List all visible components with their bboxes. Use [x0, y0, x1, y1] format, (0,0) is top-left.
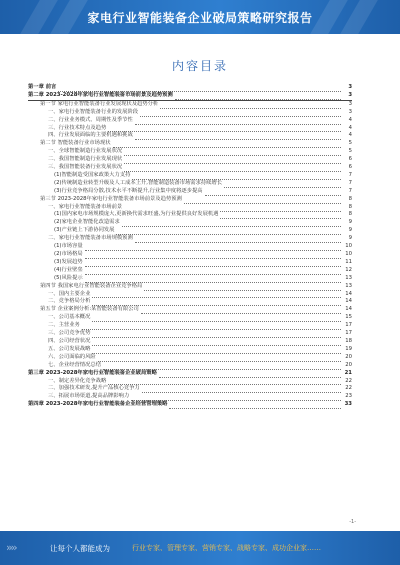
- toc-entry-page: 5: [348, 148, 352, 155]
- report-header: [0, 0, 400, 34]
- toc-entry[interactable]: [28, 283, 352, 291]
- toc-entry[interactable]: [28, 401, 352, 409]
- toc-entry-label: 一、全球智能制造行业发展状况: [28, 148, 123, 156]
- toc-entry-label: 三、公司竞争优势: [28, 330, 91, 338]
- toc-entry-label: 三、拓展市场渠道,提高品牌影响力: [28, 393, 130, 401]
- toc-entry-label: 三、行业技术特点及趋势: [28, 125, 107, 133]
- toc-entry-page: 7: [348, 171, 352, 178]
- toc-entry-label: (2)传统制造业转型升级及人工成本上升,智能制造装备市场需求持续增长: [28, 180, 223, 188]
- toc-entry-label: 二、行业业务模式、周期性及季节性: [28, 117, 134, 125]
- toc-entry-page: 20: [345, 361, 352, 368]
- toc-entry[interactable]: [28, 267, 352, 275]
- toc-entry-label: (3)产业链上下游协同发展: [28, 227, 115, 235]
- toc-entry-label: 一、国内主要企业: [28, 291, 91, 299]
- footer-roles: 行业专家、管理专家、营销专家、战略专家、成功企业家……: [132, 544, 321, 552]
- toc-entry-page: 9: [348, 227, 352, 234]
- toc-entry-page: 13: [345, 282, 352, 289]
- toc-entry[interactable]: [28, 164, 352, 172]
- toc-entry-label: 四、公司经营状况: [28, 338, 91, 346]
- toc-entry-page: 18: [345, 337, 352, 344]
- toc-entry-label: 四、行业发展面临的主要机遇和挑战: [28, 132, 134, 140]
- toc-entry-label: 六、公司面临的风险: [28, 354, 97, 362]
- toc-entry-label: 二、家电行业智能装备市场规模预测: [28, 235, 134, 243]
- toc-entry-page: 21: [344, 369, 352, 376]
- dot-leader: [175, 93, 341, 100]
- toc-entry-label: 第一章 前言: [28, 83, 57, 90]
- toc-entry-page: 17: [345, 330, 352, 337]
- toc-entry-page: 8: [348, 203, 352, 210]
- toc-entry[interactable]: [28, 259, 352, 267]
- toc-entry-page: 10: [345, 243, 352, 250]
- dot-leader: [169, 403, 341, 410]
- report-title: 家电行业智能装备企业破局策略研究报告: [87, 11, 313, 25]
- toc-entry-label: 第四节 我国家电行业智能装备企业竞争格局: [28, 283, 143, 291]
- toc-entry-page: 17: [345, 322, 352, 329]
- toc-entry-page: 11: [345, 258, 352, 265]
- toc-entry-label: (4)行业壁垒: [28, 267, 84, 275]
- toc-entry[interactable]: [28, 354, 352, 362]
- toc-entry-label: 第五节 企业案例分析:某智能装备有限公司: [28, 306, 140, 314]
- chevron-decoration-icon: ››››: [6, 541, 16, 554]
- toc-entry[interactable]: [28, 92, 352, 101]
- toc-entry-page: 9: [348, 219, 352, 226]
- toc-entry[interactable]: [28, 172, 352, 180]
- toc-entry-page: 23: [345, 393, 352, 400]
- toc-entry-label: (1)市场容量: [28, 243, 84, 251]
- toc-entry-label: 第三节 2023-2028年家电行业智能装备市场前景及趋势预测: [28, 196, 183, 204]
- toc-entry-page: 22: [345, 385, 352, 392]
- toc-entry-page: 22: [345, 377, 352, 384]
- toc-entry-page: 12: [345, 266, 352, 273]
- toc-entry-label: 一、家电行业智能装备行业的发展阶段: [28, 109, 139, 117]
- toc-entry-label: (3)行业竞争格局分散,技术水平不断提升,行业集中度将逐步提高: [28, 188, 204, 196]
- toc-entry-page: 6: [348, 156, 352, 163]
- toc-entry[interactable]: [28, 101, 352, 109]
- toc-entry-page: 3: [348, 83, 352, 90]
- toc-entry[interactable]: [28, 180, 352, 188]
- toc-entry-label: 一、家电行业智能装备市场前景: [28, 204, 123, 212]
- toc-entry-page: 8: [348, 195, 352, 202]
- toc-entry-page: 15: [345, 314, 352, 321]
- toc-entry-label: (2)家电企业智能化改造需求: [28, 219, 121, 227]
- toc-entry[interactable]: [28, 370, 352, 378]
- toc-entry-label: 一、公司基本概况: [28, 314, 91, 322]
- toc-entry-page: 14: [345, 298, 352, 305]
- toc-entry-label: (3)发展趋势: [28, 259, 84, 267]
- toc-entry[interactable]: [28, 148, 352, 156]
- toc-entry[interactable]: [28, 346, 352, 354]
- toc-entry[interactable]: [28, 109, 352, 117]
- toc-entry[interactable]: [28, 243, 352, 251]
- toc-entry-page: 7: [348, 187, 352, 194]
- toc-entry-page: 33: [344, 401, 352, 408]
- toc-entry[interactable]: [28, 196, 352, 204]
- toc-entry-page: 6: [348, 164, 352, 171]
- table-of-contents: [28, 84, 352, 409]
- footer-slogan: 让每个人都能成为: [50, 544, 110, 553]
- toc-entry-label: (5)风险提示: [28, 275, 84, 283]
- toc-entry-page: 9: [348, 235, 352, 242]
- toc-entry-label: 二、我国智能制造行业发展现状: [28, 156, 123, 164]
- toc-entry-label: 二、主营业务: [28, 322, 81, 330]
- toc-entry-page: 3: [348, 91, 352, 98]
- toc-entry[interactable]: [28, 338, 352, 346]
- toc-entry[interactable]: [28, 251, 352, 259]
- toc-entry-page: 20: [345, 353, 352, 360]
- toc-entry[interactable]: [28, 117, 352, 125]
- toc-entry[interactable]: [28, 156, 352, 164]
- toc-entry-label: 三、我国智能装备行业发展状况: [28, 164, 123, 172]
- toc-entry[interactable]: [28, 322, 352, 330]
- toc-entry-page: 5: [348, 140, 352, 147]
- toc-entry[interactable]: [28, 314, 352, 322]
- toc-entry-page: 7: [348, 179, 352, 186]
- toc-entry-label: 二、加强技术研发,提升产品核心竞争力: [28, 385, 141, 393]
- toc-entry[interactable]: [28, 188, 352, 196]
- toc-entry-label: 五、公司发展战略: [28, 346, 91, 354]
- toc-entry-label: 第一节 家电行业智能装备行业发展现状及趋势分析: [28, 101, 159, 109]
- toc-entry-label: 第四章 2023-2028年家电行业智能装备企业经营管理策略: [28, 401, 168, 408]
- toc-heading: 内容目录: [171, 59, 228, 73]
- toc-entry-label: (2)市场格局: [28, 251, 84, 259]
- toc-entry-page: 13: [345, 274, 352, 281]
- toc-entry-label: 一、制定差异化竞争战略: [28, 378, 107, 386]
- toc-entry-page: 8: [348, 211, 352, 218]
- toc-entry[interactable]: [28, 330, 352, 338]
- toc-entry[interactable]: [28, 84, 352, 92]
- toc-entry-label: 二、竞争格局分析: [28, 298, 91, 306]
- toc-entry-page: 3: [348, 108, 352, 115]
- toc-entry-page: 4: [348, 124, 352, 131]
- page-number: -1-: [349, 519, 356, 525]
- toc-entry-page: 10: [345, 251, 352, 258]
- toc-entry-label: 第二章 2023-2028年家电行业智能装备市场前景及趋势预测: [28, 91, 173, 98]
- toc-entry[interactable]: [28, 275, 352, 283]
- toc-entry-label: (1)智能制造受国家政策大力支持: [28, 172, 131, 180]
- toc-entry[interactable]: [28, 235, 352, 243]
- toc-entry-page: 14: [345, 306, 352, 313]
- toc-entry-label: 第三章 2023-2028年家电行业智能装备企业破局策略: [28, 369, 157, 376]
- toc-entry-label: (1)国内家电市场规模庞大,更新换代需求旺盛,为行业提供良好发展机遇: [28, 211, 219, 219]
- toc-entry-page: 4: [348, 116, 352, 123]
- report-footer: [0, 531, 400, 565]
- toc-entry-label: 七、企业经营情况总结: [28, 362, 102, 370]
- toc-entry[interactable]: [28, 362, 352, 370]
- toc-entry-page: 3: [348, 100, 352, 107]
- toc-entry-page: 19: [345, 345, 352, 352]
- toc-entry-page: 14: [345, 290, 352, 297]
- toc-entry-page: 4: [348, 132, 352, 139]
- toc-entry-label: 第二节 智能装备行业市场现状: [28, 140, 112, 148]
